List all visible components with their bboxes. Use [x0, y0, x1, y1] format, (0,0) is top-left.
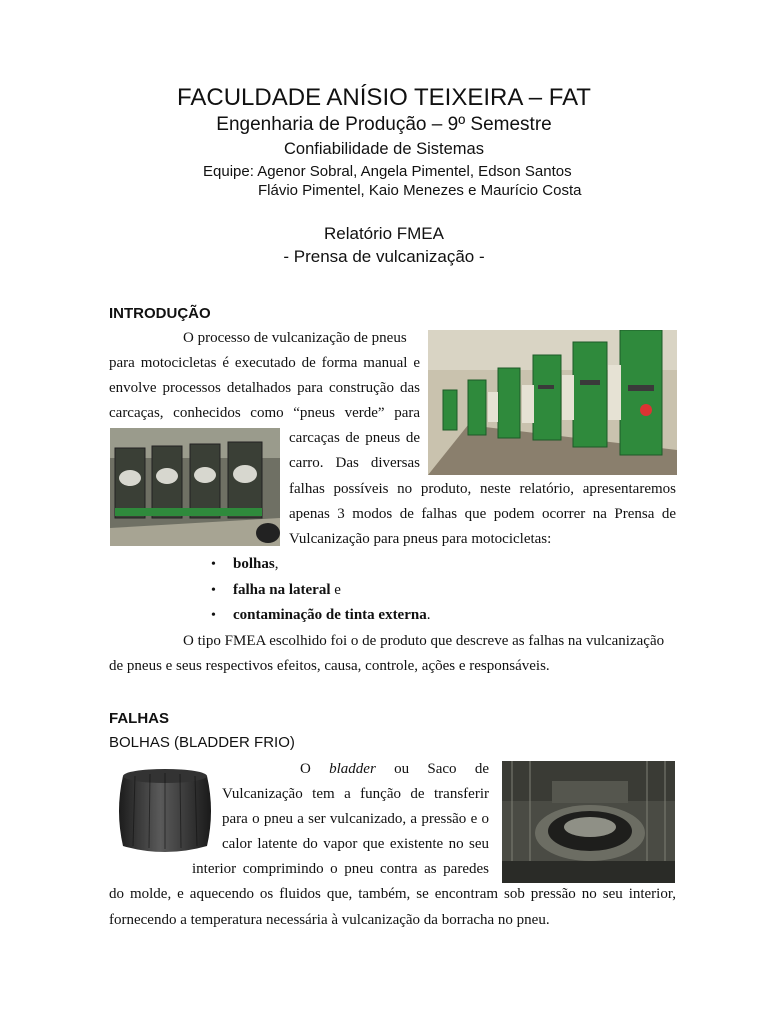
bullet-item: • falha na lateral e — [211, 582, 341, 598]
bullet-item: • contaminação de tinta externa. — [211, 607, 431, 623]
team-line-2: Flávio Pimentel, Kaio Menezes e Maurício Costa — [258, 182, 582, 199]
team-line-1: Equipe: Agenor Sobral, Angela Pimentel, Edson Santos — [203, 163, 572, 180]
falhas-line: Vulcanização tem a função de transferir — [222, 786, 489, 802]
institution-title: FACULDADE ANÍSIO TEIXEIRA – FAT — [177, 84, 591, 111]
falhas-line: do molde, e aquecendo os fluidos que, também, se encontram sob pressão no seu interior, — [109, 886, 676, 902]
intro-para2-line: O tipo FMEA escolhido foi o de produto que descreve as falhas na vulcanização — [183, 633, 665, 649]
falhas-heading: FALHAS — [109, 710, 169, 727]
bolhas-subheading: BOLHAS (BLADDER FRIO) — [109, 734, 295, 751]
intro-line: carcaças de pneus de — [289, 430, 420, 446]
subject-title: Confiabilidade de Sistemas — [284, 140, 484, 158]
press-machines-photo — [110, 428, 280, 546]
report-subtitle: - Prensa de vulcanização - — [283, 247, 485, 266]
intro-line: para motocicletas é executado de forma manual e — [109, 355, 420, 371]
intro-line: falhas possíveis no produto, neste relatório, apresentaremos — [289, 481, 676, 497]
intro-line: O processo de vulcanização de pneus — [183, 330, 407, 346]
bladder-photo — [115, 762, 215, 860]
falhas-line: interior comprimindo o pneu contra as paredes — [192, 861, 489, 877]
bullet-dot-icon: • — [211, 557, 216, 572]
bullet-item: • bolhas, — [211, 556, 279, 572]
press-line-photo — [428, 330, 677, 475]
course-title: Engenharia de Produção – 9º Semestre — [216, 114, 552, 135]
bullet-dot-icon: • — [211, 608, 216, 623]
intro-line: envolve processos detalhados para construção das — [109, 380, 420, 396]
mold-photo — [502, 761, 675, 883]
falhas-line: para o pneu a ser vulcanizado, a pressão e o — [222, 811, 489, 827]
intro-line: apenas 3 modos de falhas que podem ocorrer na Prensa de — [289, 506, 676, 522]
intro-para2-line: de pneus e seus respectivos efeitos, causa, controle, ações e responsáveis. — [109, 658, 550, 674]
falhas-line: calor latente do vapor que existente no seu — [222, 836, 489, 852]
report-title: Relatório FMEA — [324, 224, 444, 243]
intro-line: carro. Das diversas — [289, 455, 420, 471]
bullet-dot-icon: • — [211, 583, 216, 598]
intro-line: carcaças, conhecidos como “pneus verde” para — [109, 405, 420, 421]
intro-line: Vulcanização para pneus para motocicletas: — [289, 531, 552, 547]
falhas-line: O bladder ou Saco de — [300, 761, 489, 777]
intro-heading: INTRODUÇÃO — [109, 305, 211, 322]
falhas-line: fornecendo a temperatura necessária à vulcanização da borracha no pneu. — [109, 912, 550, 928]
